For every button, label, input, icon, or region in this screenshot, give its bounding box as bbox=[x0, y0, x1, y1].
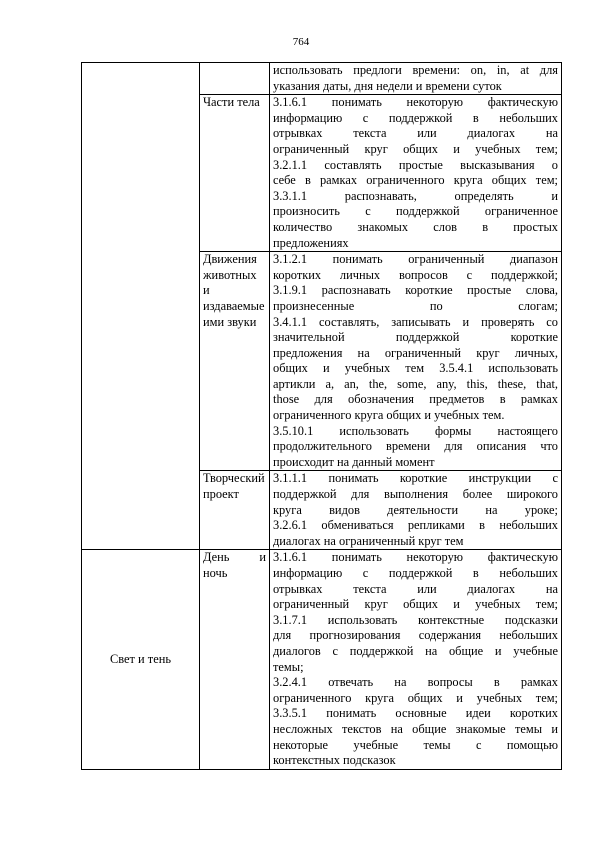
objective-line: темы; bbox=[273, 659, 304, 674]
objective-line: 3.2.4.1 отвечать на вопросы в рамках bbox=[273, 675, 558, 690]
objective-line: 3.1.6.1 понимать некоторую фактическую bbox=[273, 95, 558, 110]
objective-line: использовать предлоги времени: on, in, at для bbox=[273, 63, 558, 77]
topic-cell: Движения животных и издаваемые ими звуки bbox=[200, 252, 270, 471]
objective-line: контекстных подсказок bbox=[273, 753, 396, 768]
topic-cell: Творческий проект bbox=[200, 471, 270, 550]
objective-line: 3.3.5.1 понимать основные идеи коротких bbox=[273, 706, 558, 721]
table-row bbox=[82, 550, 562, 769]
objective-line: отрывках текста или диалогах на bbox=[273, 126, 558, 141]
objective-line: продолжительного времени для описания что bbox=[273, 439, 558, 454]
objective-line: 3.4.1.1 составлять, записывать и проверять со bbox=[273, 314, 558, 329]
objective-line: 3.1.1.1 понимать короткие инструкции с bbox=[273, 471, 558, 486]
objective-line: 3.1.2.1 понимать ограниченный диапазон bbox=[273, 252, 558, 267]
objectives-cell bbox=[270, 63, 562, 95]
objective-line: произнесенные по слогам; bbox=[273, 298, 558, 313]
objective-line: круга видов деятельности на уроке; bbox=[273, 502, 558, 517]
objective-line: информацию с поддержкой в небольших bbox=[273, 110, 558, 125]
objective-line: ограниченного круга общих и учебных тем; bbox=[273, 690, 558, 705]
objective-line: коротких личных вопросов с поддержкой; bbox=[273, 267, 558, 282]
topic-cell: Части тела bbox=[200, 95, 270, 252]
objective-line: указания даты, дня недели и времени суток bbox=[273, 78, 502, 93]
objective-line: ограниченного круга общих и учебных тем. bbox=[273, 408, 505, 423]
objective-line: некоторые учебные темы с помощью bbox=[273, 737, 558, 752]
section-cell: Свет и тень bbox=[82, 550, 200, 769]
curriculum-table bbox=[81, 62, 562, 770]
objective-line: 3.5.10.1 использовать формы настоящего bbox=[273, 423, 558, 438]
objective-line: предложения на ограниченный круг личных, bbox=[273, 345, 558, 360]
objective-line: 3.2.6.1 обмениваться репликами в небольших bbox=[273, 518, 558, 533]
objective-line: произносить с поддержкой ограниченное bbox=[273, 204, 558, 219]
objective-line: несложных текстов на общие знакомые темы и bbox=[273, 721, 558, 736]
objectives-cell bbox=[270, 252, 562, 471]
topic-cell bbox=[200, 63, 270, 95]
objective-line: общих и учебных тем 3.5.4.1 использовать bbox=[273, 361, 558, 376]
objective-line: себе в рамках ограниченного круга общих тем; bbox=[273, 173, 558, 188]
objective-line: поддержкой для выполнения более широкого bbox=[273, 487, 558, 502]
objective-line: 3.2.1.1 составлять простые высказывания о bbox=[273, 157, 558, 172]
objective-line: 3.1.7.1 использовать контекстные подсказки bbox=[273, 612, 558, 627]
objective-line: предложениях bbox=[273, 235, 349, 250]
section-cell bbox=[82, 63, 200, 550]
topic-cell: День и ночь bbox=[200, 550, 270, 769]
objective-line: диалогах на ограниченный круг тем bbox=[273, 533, 464, 548]
objectives-cell bbox=[270, 471, 562, 550]
objective-line: значительной поддержкой короткие bbox=[273, 330, 558, 345]
objective-line: количество знакомых слов в простых bbox=[273, 219, 558, 234]
objective-line: отрывках текста или диалогах на bbox=[273, 581, 558, 596]
objectives-cell bbox=[270, 95, 562, 252]
objective-line: информацию с поддержкой в небольших bbox=[273, 566, 558, 580]
objective-line: артикли a, an, the, some, any, this, these, that, bbox=[273, 376, 558, 391]
objective-line: 3.1.6.1 понимать некоторую фактическую bbox=[273, 550, 558, 565]
table-row bbox=[82, 63, 562, 95]
objective-line: 3.1.9.1 распознавать короткие простые слова, bbox=[273, 283, 558, 298]
objective-line: диалогов с поддержкой на общие и учебные bbox=[273, 643, 558, 658]
objective-line: ограниченный круг общих и учебных тем; bbox=[273, 597, 558, 612]
objective-line: для прогнозирования содержания небольших bbox=[273, 628, 558, 643]
objective-line: those для обозначения предметов в рамках bbox=[273, 392, 558, 407]
objectives-cell bbox=[270, 550, 562, 769]
page-number: 764 bbox=[292, 36, 310, 48]
objective-line: происходит на данный момент bbox=[273, 454, 435, 469]
objective-line: ограниченный круг общих и учебных тем; bbox=[273, 141, 558, 156]
objective-line: 3.3.1.1 распознавать, определять и bbox=[273, 188, 558, 203]
